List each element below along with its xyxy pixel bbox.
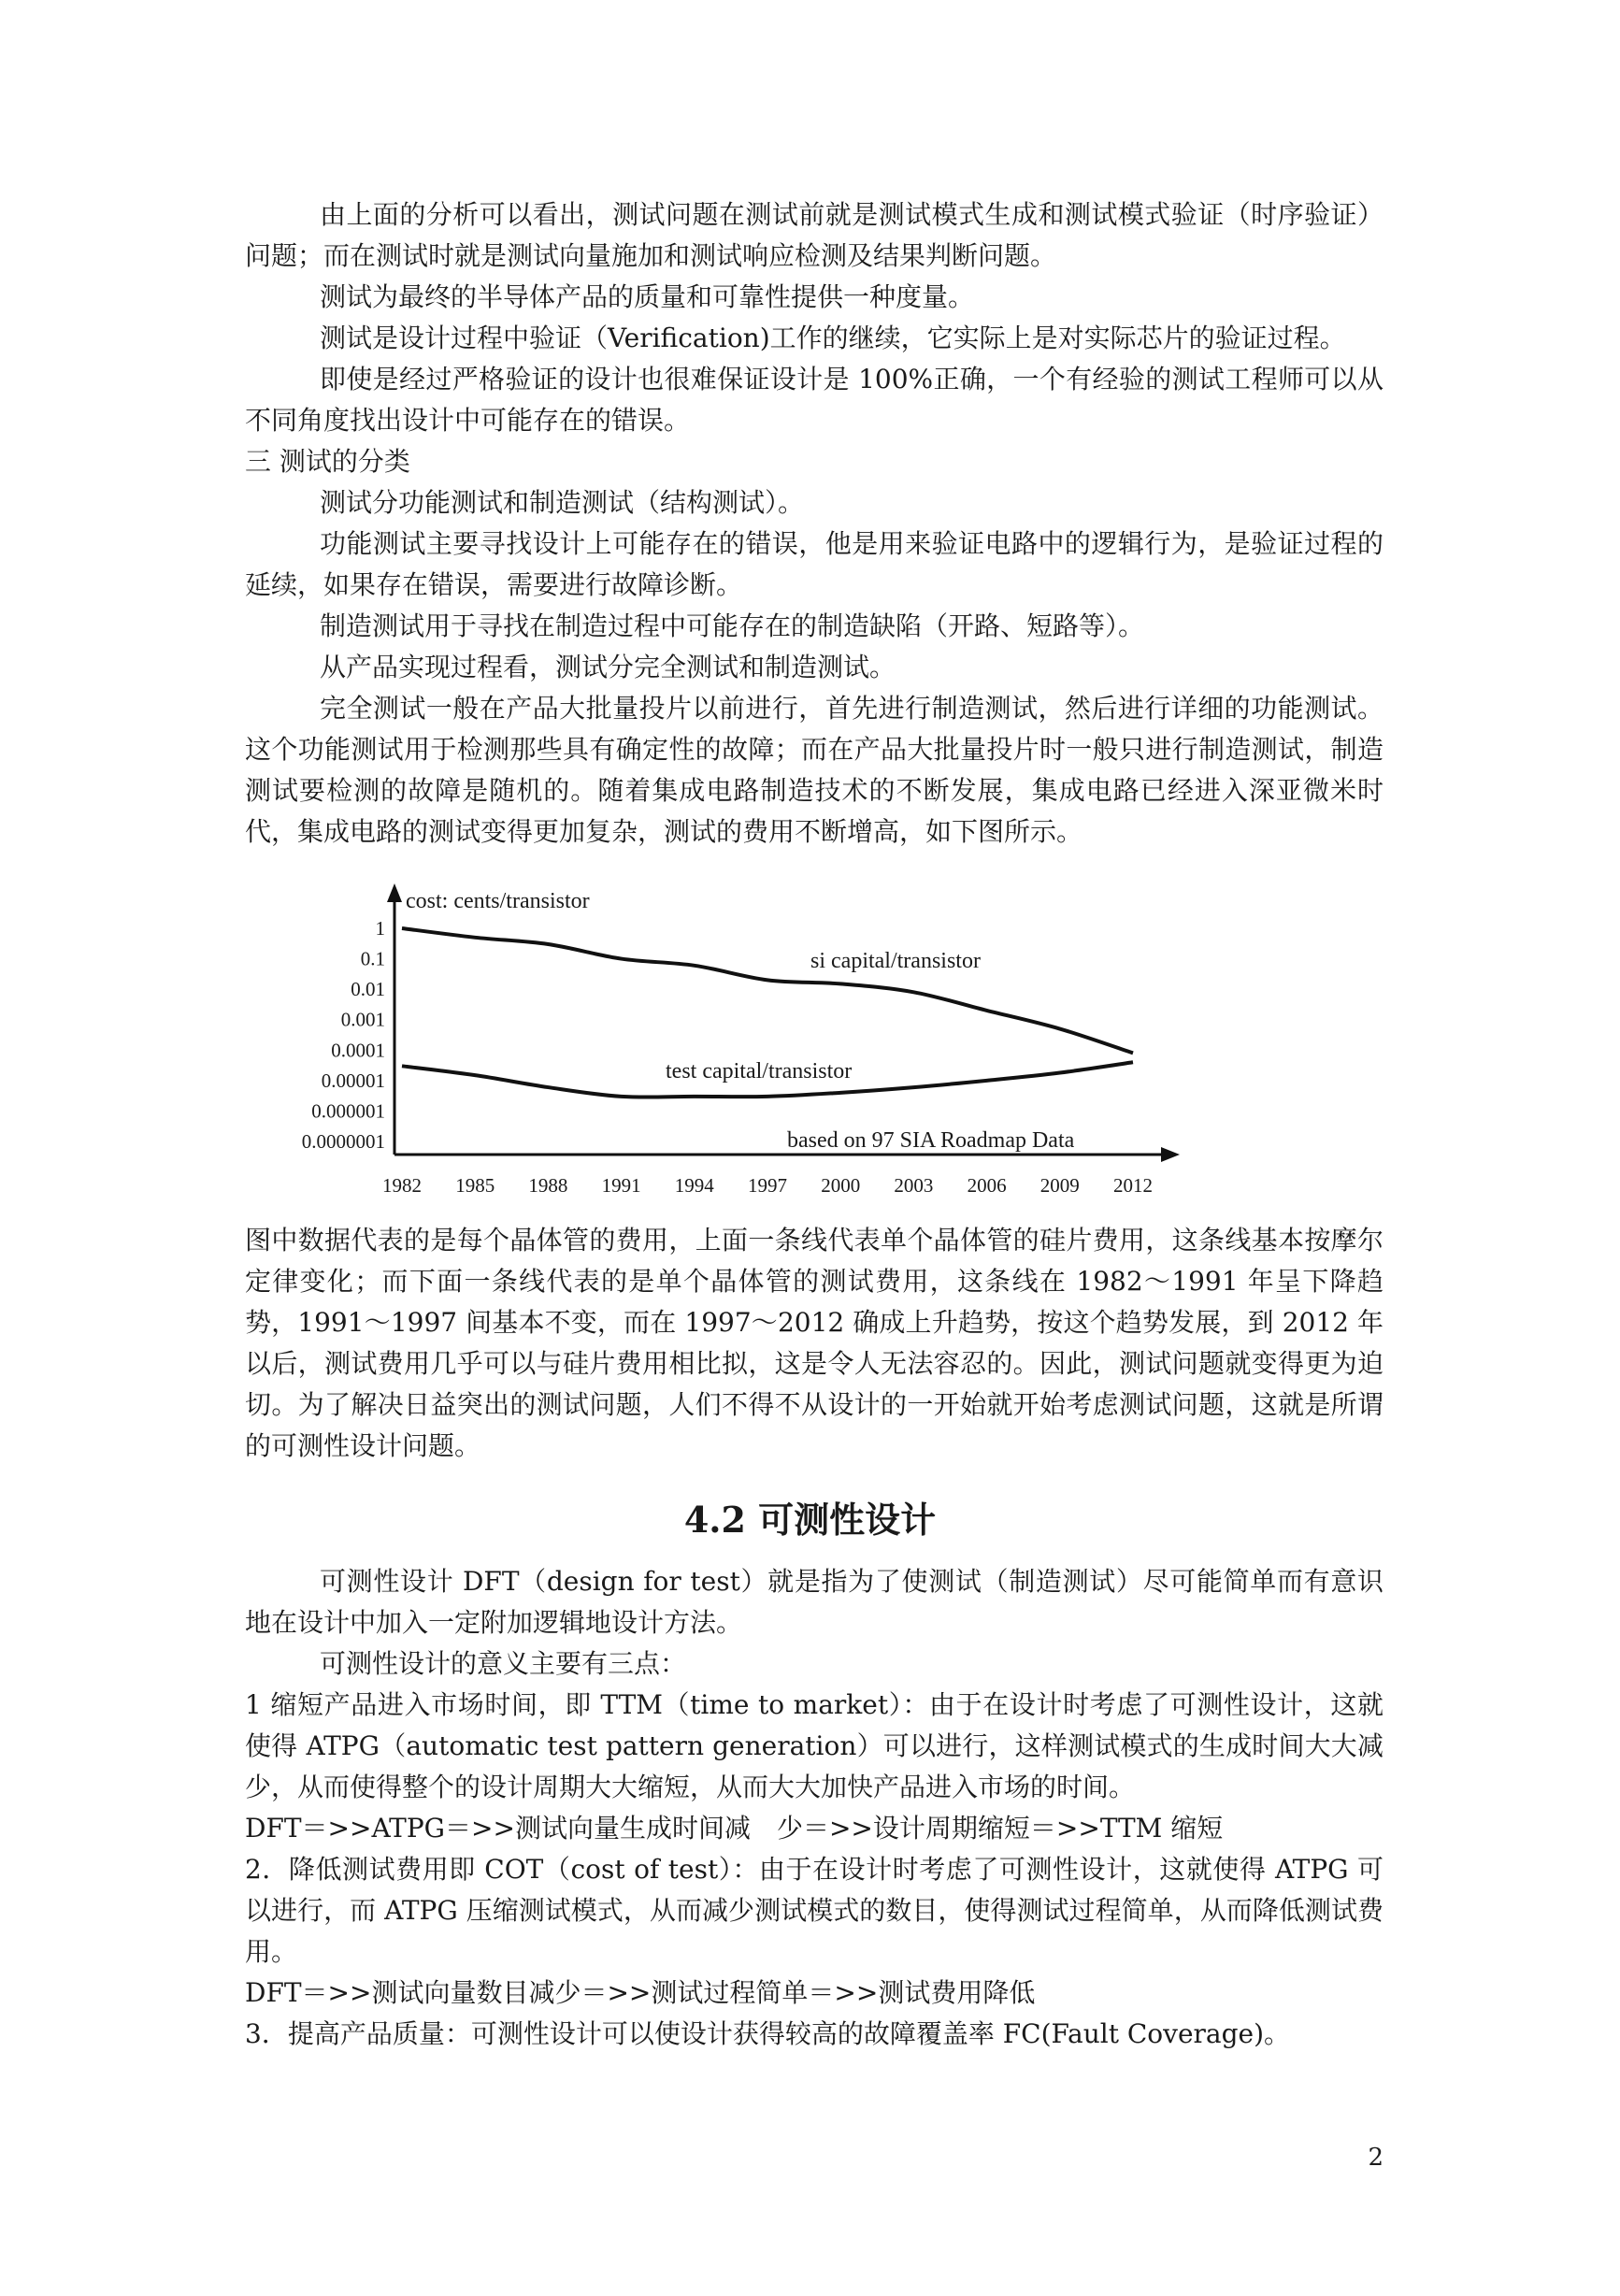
si-capital-line (402, 928, 1133, 1053)
y-tick-labels (302, 917, 385, 1153)
paragraph-1: 由上面的分析可以看出，测试问题在测试前就是测试模式生成和测试模式验证（时序验证）问题；而在测试时就是测试向量施加和测试响应检测及结果判断问题。 (245, 199, 1383, 271)
test-capital-label: test capital/transistor (666, 1059, 853, 1083)
x-tick-label: 1988 (528, 1174, 568, 1197)
paragraph-11: 可测性设计 DFT（design for test）就是指为了使测试（制造测试）尽可能简单而有意识地在设计中加入一定附加逻辑地设计方法。 (245, 1566, 1383, 1638)
y-tick-label: 0.0000001 (301, 1130, 385, 1153)
chart-axes (387, 883, 1180, 1162)
page-number: 2 (1368, 2144, 1383, 2172)
x-tick-label: 2003 (894, 1174, 934, 1197)
x-tick-label: 2006 (967, 1174, 1007, 1197)
y-tick-label: 0.00001 (321, 1069, 385, 1092)
y-tick-label: 0.001 (340, 1008, 385, 1031)
paragraph-14: 2．降低测试费用即 COT（cost of test）：由于在设计时考虑了可测性设计，这就使得 ATPG 可以进行，而 ATPG 压缩测试模式，从而减少测试模式的数目，使得测试过程简单，从而降低测试费用。 (245, 1854, 1383, 1967)
paragraph-6: 功能测试主要寻找设计上可能存在的错误，他是用来验证电路中的逻辑行为，是验证过程的延续，如果存在错误，需要进行故障诊断。 (245, 528, 1383, 600)
paragraph-15: 3．提高产品质量：可测性设计可以使设计获得较高的故障覆盖率 FC(Fault Coverage)。 (245, 2018, 1291, 2049)
y-axis-label: cost: cents/transistor (406, 889, 590, 913)
paragraph-9: 完全测试一般在产品大批量投片以前进行，首先进行制造测试，然后进行详细的功能测试。这个功能测试用于检测那些具有确定性的故障；而在产品大批量投片时一般只进行制造测试，制造测试要检测的故障是随机的。随着集成电路制造技术的不断发展，集成电路已经进入深亚微米时代，集成电路的测试变得更加复杂，测试的费用不断增高，如下图所示。 (245, 693, 1383, 847)
y-tick-label: 0.1 (360, 947, 385, 970)
formula-1: DFT＝>>ATPG＝>>测试向量生成时间减 少＝>>设计周期缩短＝>>TTM 缩短 (245, 1813, 1224, 1844)
paragraph-7: 制造测试用于寻找在制造过程中可能存在的制造缺陷（开路、短路等）。 (320, 610, 1145, 641)
paragraph-3: 测试是设计过程中验证（Verification)工作的继续，它实际上是对实际芯片的验证过程。 (320, 323, 1346, 353)
y-tick-label: 1 (375, 917, 385, 940)
si-capital-label: si capital/transistor (810, 949, 981, 973)
x-axis-arrow (1161, 1147, 1180, 1162)
cost-chart (245, 874, 1198, 1211)
paragraph-13: 1 缩短产品进入市场时间，即 TTM（time to market）：由于在设计时考虑了可测性设计，这就使得 ATPG（automatic test pattern generation）可以进行，这样测试模式的生成时间大大减少，从而使得整个的设计周期大大缩短，从而大大加快产品进入市场的时间。 (245, 1689, 1383, 1802)
x-tick-labels (382, 1174, 1153, 1197)
x-tick-label: 1985 (455, 1174, 495, 1197)
x-tick-label: 1991 (601, 1174, 641, 1197)
section-heading-3: 三 测试的分类 (245, 446, 410, 477)
paragraph-10: 图中数据代表的是每个晶体管的费用，上面一条线代表单个晶体管的硅片费用，这条线基本按摩尔定律变化；而下面一条线代表的是单个晶体管的测试费用，这条线在 1982～1991 年呈下降趋势，1991～1997 间基本不变，而在 1997～2012 确成上升趋势，按这个趋势发展，到 2012 年以后，测试费用几乎可以与硅片费用相比拟，这是令人无法容忍的。因此，测试问题就变得更为迫切。为了解决日益突出的测试问题，人们不得不从设计的一开始就开始考虑测试问题，这就是所谓的可测性设计问题。 (245, 1225, 1383, 1461)
y-tick-label: 0.01 (351, 978, 385, 1001)
paragraph-4: 即使是经过严格验证的设计也很难保证设计是 100%正确，一个有经验的测试工程师可以从不同角度找出设计中可能存在的错误。 (245, 364, 1383, 436)
y-tick-label: 0.000001 (311, 1099, 385, 1123)
x-tick-label: 1994 (674, 1174, 714, 1197)
chart-labels (406, 889, 1075, 1153)
chart-annotation: based on 97 SIA Roadmap Data (787, 1128, 1075, 1153)
x-tick-label: 2012 (1113, 1174, 1153, 1197)
x-tick-label: 2000 (821, 1174, 861, 1197)
x-tick-label: 2009 (1039, 1174, 1080, 1197)
x-tick-label: 1982 (382, 1174, 422, 1197)
y-tick-label: 0.0001 (331, 1039, 385, 1062)
paragraph-2: 测试为最终的半导体产品的质量和可靠性提供一种度量。 (320, 281, 975, 312)
paragraph-5: 测试分功能测试和制造测试（结构测试）。 (320, 487, 805, 518)
x-tick-label: 1997 (748, 1174, 787, 1197)
section-title: 4.2 可测性设计 (683, 1499, 937, 1541)
y-axis-arrow (387, 883, 402, 902)
formula-2: DFT＝>>测试向量数目减少＝>>测试过程简单＝>>测试费用降低 (245, 1977, 1036, 2008)
paragraph-12: 可测性设计的意义主要有三点： (320, 1648, 687, 1679)
paragraph-8: 从产品实现过程看，测试分完全测试和制造测试。 (320, 652, 896, 682)
